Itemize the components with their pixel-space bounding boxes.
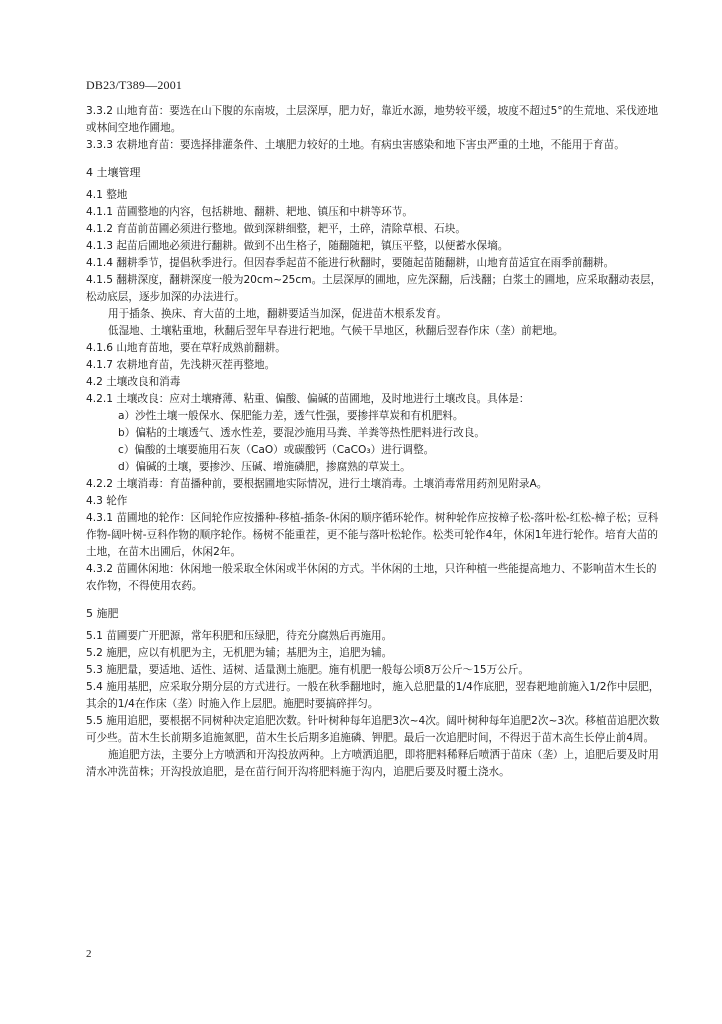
list-item-b: b）偏粘的土壤透气、透水性差，要混沙施用马粪、羊粪等热性肥料进行改良。 bbox=[118, 427, 485, 439]
clause-4-1-5-para-3: 低湿地、土壤粘重地，秋翻后翌年早春进行耙地。气候干旱地区，秋翻后翌春作床（垄）前耙地。 bbox=[108, 325, 564, 337]
list-item-c: c）偏酸的土壤要施用石灰（CaO）或碳酸钙（CaCO₃）进行调整。 bbox=[118, 444, 435, 456]
clause-5-3: 5.3 施肥量，要适地、适性、适树、适量测土施肥。施有机肥一般每公顷8万公斤～15万公斤。 bbox=[86, 664, 529, 676]
section-heading-5: 5 施肥 bbox=[86, 607, 119, 620]
clause-5-4: 5.4 施用基肥，应采取分期分层的方式进行。一般在秋季翻地时，施入总肥量的1/4作底肥，翌春耙地前施入1/2作中层肥，其余的1/4在作床（垄）时施入作上层肥。施肥时要搞碎拌匀。 bbox=[86, 681, 660, 710]
document-page bbox=[86, 78, 664, 781]
clause-4-2-1: 4.2.1 土壤改良：应对土壤瘠薄、粘重、偏酸、偏碱的苗圃地，及时地进行土壤改良。具体是： bbox=[86, 393, 530, 405]
clause-4-1-3: 4.1.3 起苗后圃地必须进行翻耕。做到不出生格子，随翻随耙，镇压平整，以便蓄水保墒。 bbox=[86, 240, 509, 252]
clause-4-1-2: 4.1.2 育苗前苗圃必须进行整地。做到深耕细整，耙平，土碎，清除草根、石块。 bbox=[86, 223, 466, 235]
clause-4-2-2: 4.2.2 土壤消毒：育苗播种前，要根据圃地实际情况，进行土壤消毒。土壤消毒常用药剂见附录A。 bbox=[86, 478, 548, 490]
list-item-a: a）沙性土壤一般保水、保肥能力差，透气性强，要掺拌草炭和有机肥料。 bbox=[118, 410, 464, 422]
clause-4-1-5-para-2: 用于插条、换床、育大苗的土地，翻耕要适当加深，促进苗木根系发育。 bbox=[108, 308, 447, 320]
list-item-d: d）偏碱的土壤，要掺沙、压碱、增施磷肥，掺腐熟的草炭土。 bbox=[118, 461, 411, 473]
clause-4-1-6: 4.1.6 山地育苗地，要在草籽成熟前翻耕。 bbox=[86, 342, 286, 354]
clause-4-1-4: 4.1.4 翻耕季节，提倡秋季进行。但因春季起苗不能进行秋翻时，要随起苗随翻耕，山地育苗适宜在雨季前翻耕。 bbox=[86, 257, 615, 269]
subsection-heading-4-1: 4.1 整地 bbox=[86, 189, 128, 201]
clause-4-3-1: 4.3.1 苗圃地的轮作：区间轮作应按播种-移植-插条-休闲的顺序循环轮作。树种轮作应按樟子松-落叶松-红松-樟子松；豆科作物-阔叶树-豆科作物的顺序轮作。杨树不能重茬，更不能与落叶松轮作。松类可轮作4年，休闲1年进行轮作。培育大苗的土地，在苗木出圃后，休闲2年。 bbox=[86, 512, 659, 558]
clause-5-1: 5.1 苗圃要广开肥源，常年积肥和压绿肥，待充分腐熟后再施用。 bbox=[86, 630, 393, 642]
section-heading-4: 4 土壤管理 bbox=[86, 166, 141, 179]
standard-code: DB23/T389—2001 bbox=[86, 78, 183, 92]
clause-3-3-2: 3.3.2 山地育苗：要选在山下腹的东南坡，土层深厚，肥力好，靠近水源，地势较平缓，坡度不超过5°的生荒地、采伐迹地或林间空地作圃地。 bbox=[86, 105, 659, 134]
clause-4-1-7: 4.1.7 农耕地育苗，先浅耕灭茬再整地。 bbox=[86, 359, 276, 371]
clause-5-2: 5.2 施肥，应以有机肥为主，无机肥为辅；基肥为主，追肥为辅。 bbox=[86, 647, 393, 659]
subsection-heading-4-2: 4.2 土壤改良和消毒 bbox=[86, 376, 181, 388]
clause-5-5: 5.5 施用追肥，要根据不同树种决定追肥次数。针叶树种每年追肥3次~4次。阔叶树种每年追肥2次~3次。移植苗追肥次数可少些。苗木生长前期多追施氮肥，苗木生长后期多追施磷、钾肥。最后一次追肥时间，不得迟于苗木高生长停止前4周。 bbox=[86, 715, 660, 744]
clause-4-1-1: 4.1.1 苗圃整地的内容，包括耕地、翻耕、耙地、镇压和中耕等环节。 bbox=[86, 206, 413, 218]
clause-5-5-para-2: 施追肥方法，主要分上方喷洒和开沟投放两种。上方喷洒追肥，即将肥料稀释后喷洒于苗床（垄）上，追肥后要及时用清水冲洗苗株；开沟投放追肥，是在苗行间开沟将肥料施于沟内，追肥后要及时覆土浇水。 bbox=[86, 749, 659, 778]
page-number: 2 bbox=[86, 948, 92, 960]
clause-4-1-5: 4.1.5 翻耕深度，翻耕深度一般为20cm~25cm。土层深厚的圃地，应先深翻，后浅翻；白浆土的圃地，应采取翻动表层，松动底层，逐步加深的办法进行。 bbox=[86, 274, 662, 303]
subsection-heading-4-3: 4.3 轮作 bbox=[86, 495, 128, 507]
clause-4-3-2: 4.3.2 苗圃休闲地：休闲地一般采取全休闲或半休闲的方式。半休闲的土地，只许种植一些能提高地力、不影响苗木生长的农作物，不得使用农药。 bbox=[86, 563, 657, 592]
clause-3-3-3: 3.3.3 农耕地育苗：要选择排灌条件、土壤肥力较好的土地。有病虫害感染和地下害虫严重的土地，不能用于育苗。 bbox=[86, 139, 625, 151]
